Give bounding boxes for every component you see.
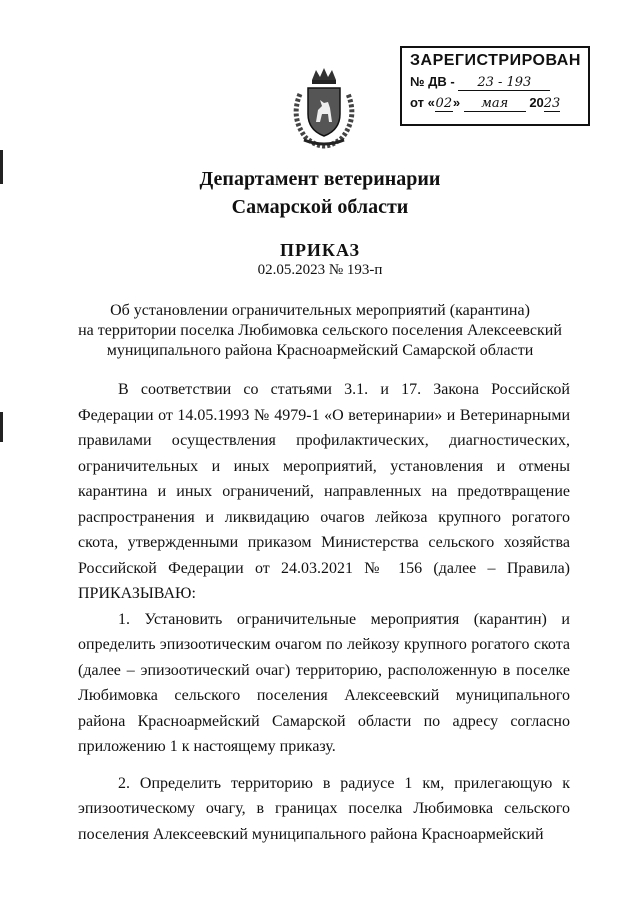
stamp-year-handwritten: 23 [543, 96, 561, 111]
coat-of-arms-emblem [286, 66, 362, 150]
organization-name-line1: Департамент ветеринарии [199, 168, 441, 190]
item-1-paragraph: 1. Установить ограничительные мероприятия (карантин) и определить эпизоотическим очагом по лейкозу крупного рогатого скота (далее – эпизоотический очаг) территорию, расположенную в поселке Любимовка сельского поселения Алексеевский муниципального района Красноармейский Самарской области по адресу согласно приложению 1 к настоящему приказу. [78, 610, 570, 755]
subject-line-1: Об установлении ограничительных мероприятий (карантина) [110, 302, 530, 319]
item-2-paragraph: 2. Определить территорию в радиусе 1 км, прилегающую к эпизоотическому очагу, в границах поселка Любимовка сельского поселения Алексеевский муниципального района Красноармейский [78, 774, 570, 843]
organization-name-line2: Самарской области [231, 196, 409, 218]
document-type-title: ПРИКАЗ [279, 240, 361, 260]
subject-line-2: на территории поселка Любимовка сельского поселения Алексеевский [78, 322, 562, 339]
order-body [78, 377, 570, 847]
stamp-title: ЗАРЕГИСТРИРОВАН [410, 52, 581, 69]
stamp-day-handwritten: 02 [435, 96, 453, 111]
stamp-number-handwritten: 23 - 193 [458, 75, 550, 91]
stamp-date-row [410, 95, 580, 112]
intro-paragraph: В соответствии со статьями 3.1. и 17. Закона Российской Федерации от 14.05.1993 № 4979-1 «О ветеринарии» и Ветеринарными правилами осуществления профилактических, диагностических, ограничительных и иных мероприятий, установления и отмены карантина и иных ограничений, направленных на предотвращение распространения и ликвидацию очагов лейкоза крупного рогатого скота, утвержденными приказом Министерства сельского хозяйства Российской Федерации от 24.03.2021 № 156 (далее – Правила) ПРИКАЗЫВАЮ: [78, 381, 570, 602]
registration-stamp [400, 46, 590, 126]
stamp-number-label: № ДВ - [410, 74, 455, 89]
scan-margin-mark [0, 412, 3, 442]
stamp-quote-close: » [452, 95, 461, 110]
subject-line-3: муниципального района Красноармейский Самарской области [106, 342, 534, 359]
stamp-date-label: от « [410, 95, 435, 110]
stamp-month-handwritten: мая [464, 96, 526, 112]
stamp-number-row [410, 74, 580, 91]
stamp-year-prefix: 20 [529, 95, 544, 110]
document-date-number: 02.05.2023 № 193-п [257, 262, 383, 278]
